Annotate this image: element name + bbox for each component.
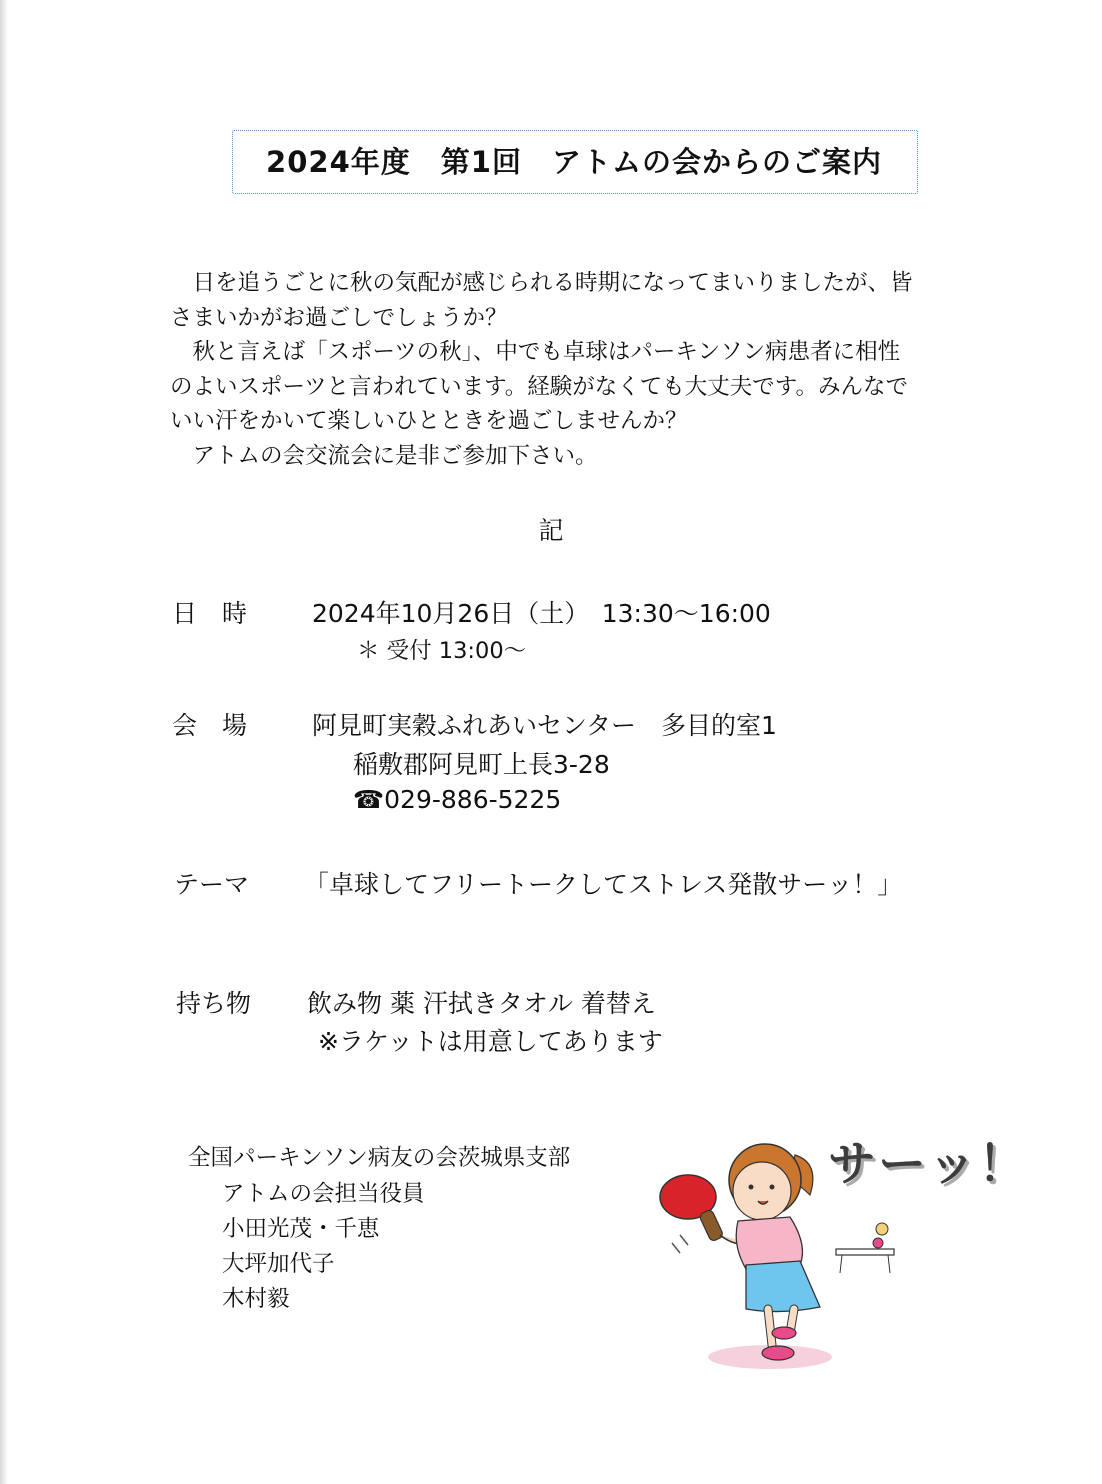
intro-line: いい汗をかいて楽しいひとときを過ごしませんか？: [170, 408, 688, 434]
ki-heading: 記: [538, 516, 564, 545]
belongings-label: 持ち物: [176, 989, 252, 1018]
intro-line: アトムの会交流会に是非ご参加下さい。: [170, 442, 598, 469]
datetime-label: 日 時: [172, 599, 248, 628]
organizer-role: アトムの会担当役員: [222, 1181, 425, 1207]
theme-value: 「卓球してフリートークしてストレス発散サーッ！」: [304, 870, 903, 899]
page-edge-shadow: [0, 0, 8, 1484]
intro-line: 日を追うごとに秋の気配が感じられる時期になってまいりましたが、皆: [170, 270, 913, 296]
phone-icon: ☎: [353, 785, 385, 814]
belongings-value: 飲み物 薬 汗拭きタオル 着替え: [307, 989, 656, 1018]
racket-note: ※ラケットは用意してあります: [318, 1027, 663, 1056]
reception-note: ＊ 受付 13:00～: [357, 638, 527, 664]
page-title: 2024年度 第1回 アトムの会からのご案内: [266, 145, 882, 179]
venue-name: 阿見町実穀ふれあいセンター 多目的室1: [312, 711, 777, 740]
intro-line: さまいかがお過ごしでしょうか？: [170, 304, 508, 331]
organizer-member: 小田光茂・千恵: [222, 1216, 380, 1242]
phone-number: 029-886-5225: [384, 785, 562, 814]
intro-line: 秋と言えば「スポーツの秋」、中でも卓球はパーキンソン病患者に相性: [170, 339, 901, 365]
venue-phone: [353, 785, 561, 814]
organizer-member: 木村毅: [222, 1286, 290, 1312]
intro-paragraph: [170, 266, 990, 473]
organizer-org: 全国パーキンソン病友の会茨城県支部: [188, 1145, 571, 1171]
datetime-value: 2024年10月26日（土） 13:30～16:00: [312, 599, 771, 628]
venue-label: 会 場: [172, 711, 248, 740]
venue-address: 稲敷郡阿見町上長3-28: [353, 750, 610, 779]
table-tennis-illustration: [650, 1125, 1040, 1385]
intro-line: のよいスポーツと言われています。経験がなくても大丈夫です。みんなで: [170, 373, 909, 400]
organizer-member: 大坪加代子: [222, 1251, 335, 1277]
theme-label: テーマ: [174, 870, 250, 899]
illustration-caption: サーッ！: [828, 1136, 1029, 1192]
